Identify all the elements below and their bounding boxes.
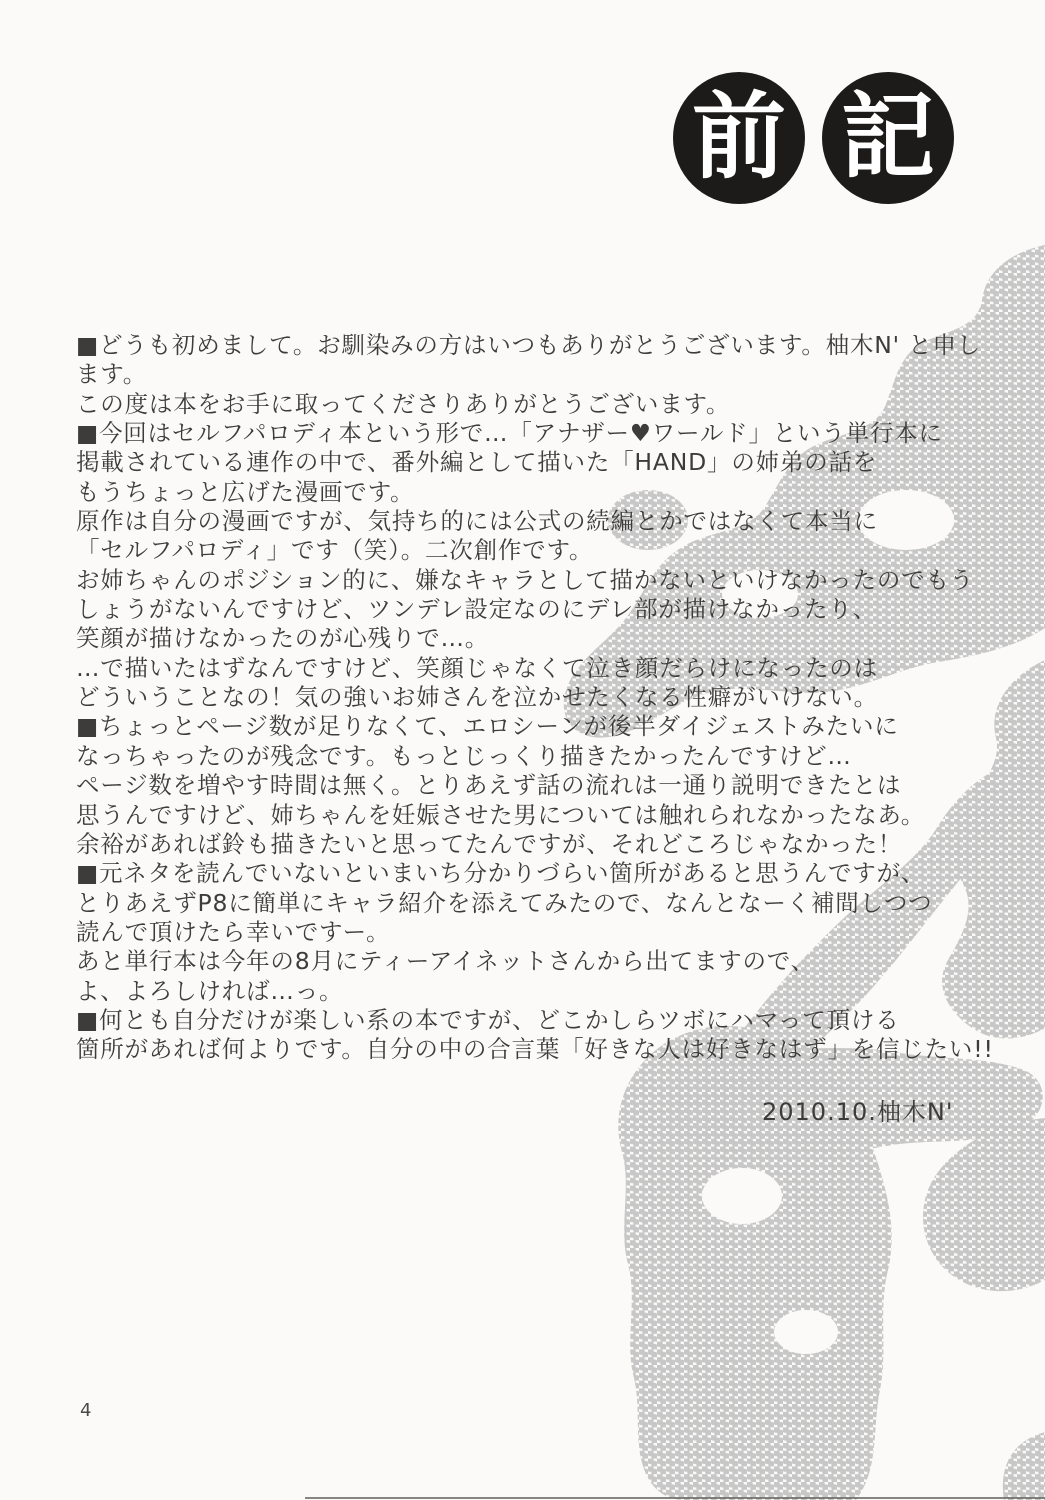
text-line: あと単行本は今年の8月にティーアイネットさんから出てますので、 bbox=[76, 947, 815, 976]
text-line: どういうことなの！気の強いお姉さんを泣かせたくなる性癖がいけない。 bbox=[76, 683, 878, 712]
title-badge-zen: 前 bbox=[673, 72, 805, 204]
text-line: 読んで頂けたら幸いですー。 bbox=[76, 917, 391, 946]
text-line: 箇所があれば何よりです。自分の中の合言葉「好きな人は好きなはず」を信じたい!! bbox=[76, 1035, 994, 1064]
text-line: ■どうも初めまして。お馴染みの方はいつもありがとうございます。柚木N' と申し bbox=[76, 331, 982, 359]
page-title bbox=[673, 72, 954, 204]
text-line: なっちゃったのが残念です。もっとじっくり描きたかったんですけど… bbox=[76, 741, 852, 770]
text-line: 余裕があれば鈴も描きたいと思ってたんですが、それどころじゃなかった！ bbox=[76, 829, 903, 858]
text-line: ■元ネタを読んでいないといまいち分かりづらい箇所があると思うんですが、 bbox=[76, 859, 926, 888]
text-line: この度は本をお手に取ってくださりありがとうございます。 bbox=[76, 389, 731, 418]
text-line: ■何とも自分だけが楽しい系の本ですが、どこかしらツボにハマって頂ける bbox=[76, 1005, 900, 1034]
text-line: しょうがないんですけど、ツンデレ設定なのにデレ部が描けなかったり、 bbox=[76, 595, 877, 624]
text-line: とりあえずP8に簡単にキャラ紹介を添えてみたので、なんとなーく補間しつつ bbox=[76, 888, 933, 917]
text-line: お姉ちゃんのポジション的に、嫌なキャラとして描かないといけなかったのでもう bbox=[76, 565, 975, 594]
text-line: …で描いたはずなんですけど、笑顔じゃなくて泣き顔だらけになったのは bbox=[76, 653, 878, 682]
title-badge-ki: 記 bbox=[822, 72, 954, 204]
scan-edge-artifact bbox=[305, 1497, 1045, 1499]
text-line: ページ数を増やす時間は無く。とりあえず話の流れは一通り説明できたとは bbox=[76, 771, 902, 800]
text-line: ■ちょっとページ数が足りなくて、エロシーンが後半ダイジェストみたいに bbox=[76, 712, 899, 741]
text-line: 「セルフパロディ」です（笑）。二次創作です。 bbox=[76, 536, 594, 565]
text-line: 掲載されている連作の中で、番外編として描いた「HAND」の姉弟の話を bbox=[76, 448, 878, 477]
text-line: 笑顔が描けなかったのが心残りで…。 bbox=[76, 624, 490, 653]
afterword-text bbox=[76, 331, 994, 1065]
signature-date: 2010.10.柚木N' bbox=[762, 1098, 954, 1126]
text-line: 原作は自分の漫画ですが、気持ち的には公式の続編とかではなくて本当に bbox=[76, 507, 878, 536]
text-line: よ、よろしければ…っ。 bbox=[76, 976, 344, 1005]
text-line: ■今回はセルフパロディ本という形で…「アナザー♥ワールド」という単行本に bbox=[76, 419, 943, 448]
text-line: もうちょっと広げた漫画です。 bbox=[76, 477, 415, 506]
text-line: ます。 bbox=[76, 360, 148, 389]
page-number: 4 bbox=[80, 1400, 92, 1421]
text-line: 思うんですけど、姉ちゃんを妊娠させた男については触れられなかったなあ。 bbox=[76, 800, 926, 829]
